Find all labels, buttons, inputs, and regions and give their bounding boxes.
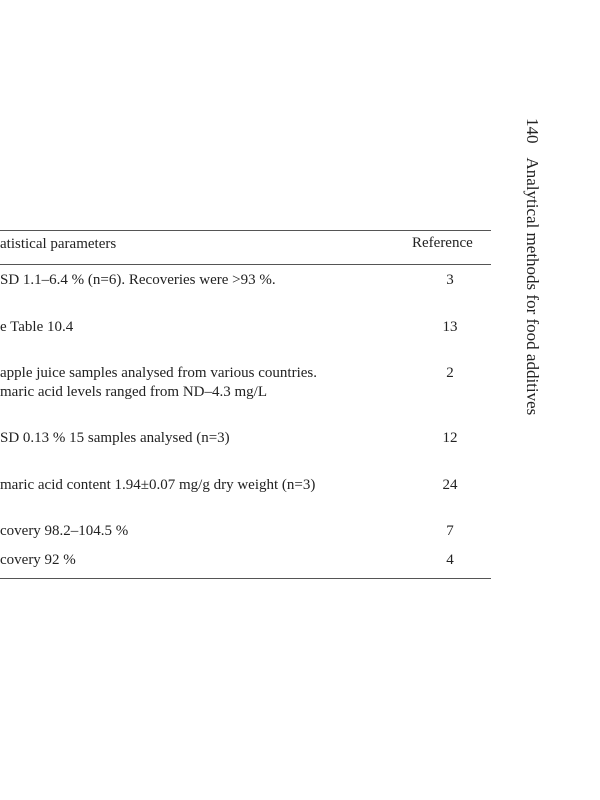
table-bottom-rule (0, 578, 491, 579)
table-row-4-params: SD 0.13 % 15 samples analysed (n=3) (0, 430, 230, 446)
table-row-2-reference: 13 (442, 319, 458, 335)
table-row-2-params: e Table 10.4 (0, 319, 74, 335)
table-row-3-reference: 2 (446, 365, 454, 381)
table-row-3-params-line-1: apple juice samples analysed from various countries. (0, 365, 317, 381)
table-row-1-params: SD 1.1–6.4 % (n=6). Recoveries were >93 %. (0, 272, 276, 288)
table-row-6-params: covery 98.2–104.5 % (0, 523, 129, 539)
table-row-1-reference: 3 (446, 272, 454, 288)
table-row-7-reference: 4 (446, 552, 454, 568)
table-row-4-reference: 12 (442, 430, 458, 446)
table-top-rule (0, 230, 491, 231)
table-header-rule (0, 264, 491, 265)
table-row-7-params: covery 92 % (0, 552, 76, 568)
column-header-reference: Reference (412, 235, 473, 251)
table-row-5-reference: 24 (442, 477, 458, 493)
column-header-parameters: atistical parameters (0, 236, 117, 252)
running-head-title: Analytical methods for food additives (523, 157, 542, 416)
table-row-5-params: maric acid content 1.94±0.07 mg/g dry weight (n=3) (0, 477, 316, 493)
page-number: 140 (523, 118, 542, 144)
table-row-3-params-line-2: maric acid levels ranged from ND–4.3 mg/L (0, 384, 267, 400)
running-head (522, 118, 542, 415)
table-row-6-reference: 7 (446, 523, 454, 539)
